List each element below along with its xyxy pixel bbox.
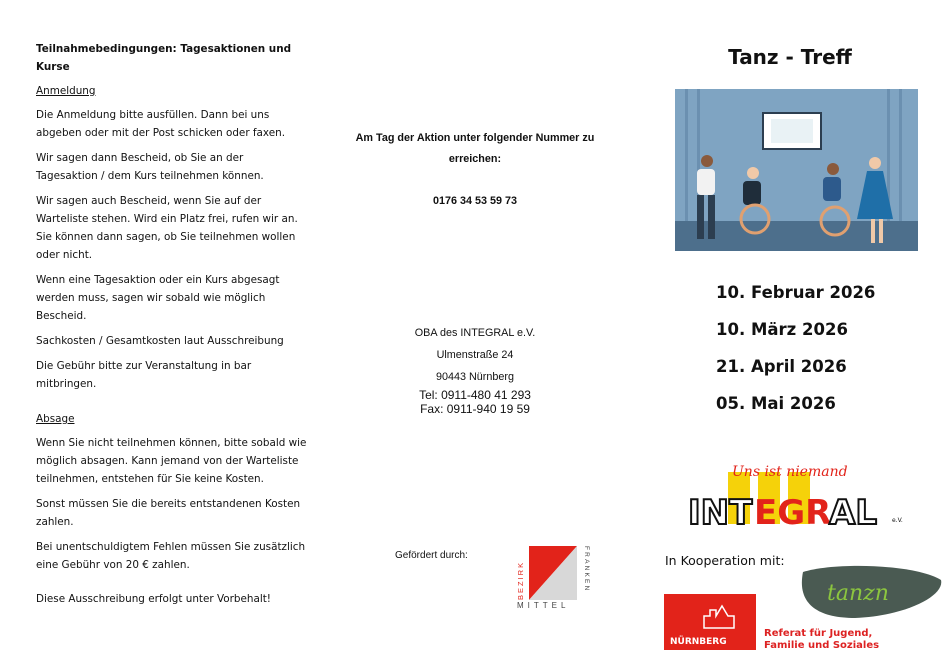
integral-slogan: Uns ist niemand [732, 464, 848, 480]
anmeldung-heading: Anmeldung [36, 85, 96, 97]
anmeldung-paragraph: Wir sagen dann Bescheid, ob Sie an der Tagesaktion / dem Kurs teilnehmen können. [36, 152, 264, 182]
nuernberg-logo [664, 594, 756, 650]
absage-paragraph: Wenn Sie nicht teilnehmen können, bitte sobald wie möglich absagen. Kann jemand von der Warteliste teilnehmen, entstehen für Sie keine Kosten. [36, 437, 307, 485]
dancer-head [701, 155, 713, 167]
reservation-note: Diese Ausschreibung erfolgt unter Vorbehalt! [36, 593, 271, 605]
dancer-head [869, 157, 881, 169]
event-date: 10. März 2026 [716, 320, 848, 339]
conditions-title: Teilnahmebedingungen: Tagesaktionen und Kurse [36, 43, 292, 73]
wheelchair-dancer-body [743, 181, 761, 205]
absage-paragraph: Bei unentschuldigtem Fehlen müssen Sie zusätzlich eine Gebühr von 20 € zahlen. [36, 541, 306, 571]
absage-paragraph: Sonst müssen Sie die bereits entstandenen Kosten zahlen. [36, 498, 301, 528]
integral-logo-egr: EGR [754, 493, 832, 532]
referat-line: Familie und Soziales [764, 640, 880, 651]
integral-logo-ev: e.V. [892, 517, 903, 524]
tel-number: Tel: 0911-480 41 293 [419, 388, 531, 402]
dancer-leg [708, 195, 715, 239]
dancer-leg [871, 219, 875, 243]
anmeldung-paragraph: Wenn eine Tagesaktion oder ein Kurs abgesagt werden muss, sagen wir sobald wie möglich Bescheid. [36, 274, 280, 322]
event-date: 10. Februar 2026 [716, 283, 876, 302]
address-block [330, 322, 620, 388]
tanzn-logo-text: tanzn [827, 581, 889, 606]
bezirk-logo-bezirk-text: BEZIRK [516, 560, 525, 600]
street: Ulmenstraße 24 [436, 349, 514, 361]
event-date: 21. April 2026 [716, 357, 847, 376]
bezirk-logo-mittel-text: MITTEL [517, 601, 570, 610]
cooperation-label: In Kooperation mit: [665, 553, 785, 568]
referat-line: Referat für Jugend, [764, 628, 873, 639]
integral-logo-int: INT [688, 493, 753, 532]
wheelchair-dancer-head [827, 163, 839, 175]
call-instruction [330, 128, 620, 170]
dancer-leg [879, 219, 883, 243]
funded-by-label: Gefördert durch: [395, 550, 468, 561]
anmeldung-paragraph: Die Gebühr bitte zur Veranstaltung in bar mitbringen. [36, 360, 252, 390]
bezirk-logo-franken-text: FRANKEN [583, 546, 590, 593]
bezirk-mittelfranken-logo [513, 544, 595, 610]
call-instruction-line: erreichen: [448, 153, 502, 165]
call-instruction-line: Am Tag der Aktion unter folgender Nummer zu [355, 132, 595, 144]
nuernberg-logo-text: NÜRNBERG [670, 637, 727, 647]
dancer-leg [697, 195, 704, 239]
illustration-picture [771, 119, 813, 143]
event-title: Tanz - Treff [728, 45, 852, 69]
conditions-column [36, 40, 308, 581]
wheelchair-dancer-body [823, 177, 841, 201]
city: 90443 Nürnberg [435, 371, 515, 383]
event-phone-number: 0176 34 53 59 73 [432, 195, 518, 207]
dancer-shirt [697, 169, 715, 195]
tel-fax-block [330, 388, 620, 416]
tanzn-logo [795, 562, 945, 620]
anmeldung-paragraph: Sachkosten / Gesamtkosten laut Ausschreibung [36, 335, 284, 347]
event-dates [716, 283, 875, 431]
wheelchair-dancer-head [747, 167, 759, 179]
fax-number: Fax: 0911-940 19 59 [420, 402, 530, 416]
absage-heading: Absage [36, 413, 75, 425]
dance-illustration [675, 89, 918, 251]
org-name: OBA des INTEGRAL e.V. [414, 327, 536, 339]
anmeldung-paragraph: Die Anmeldung bitte ausfüllen. Dann bei uns abgeben oder mit der Post schicken oder faxen. [36, 109, 286, 139]
integral-logo [688, 462, 906, 532]
anmeldung-paragraph: Wir sagen auch Bescheid, wenn Sie auf der Warteliste stehen. Wird ein Platz frei, rufen wir an. Sie können dann sagen, ob Sie teilnehmen wollen oder nicht. [36, 195, 298, 261]
event-date: 05. Mai 2026 [716, 394, 836, 413]
integral-logo-al: AL [829, 493, 877, 532]
referat-label [764, 628, 879, 652]
